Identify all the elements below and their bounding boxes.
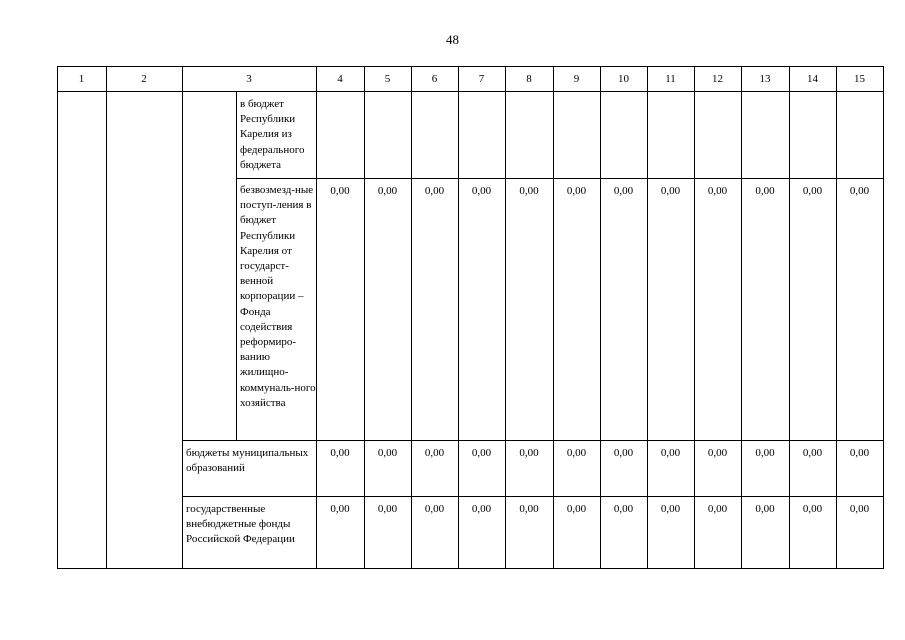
column-border (600, 66, 601, 569)
sub-column-border (236, 91, 237, 440)
value-cell: 0,00 (330, 447, 350, 459)
row-label: безвозмезд-ные поступ-ления в бюджет Республики Карелия от государст-венной корпорации – Фонда содействия реформиро-ванию жилищно-коммуналь-ного хозяйства (240, 184, 316, 409)
column-border (647, 66, 648, 569)
value-cell: 0,00 (849, 503, 870, 515)
row-label: в бюджет Республики Карелия из федерального бюджета (240, 98, 305, 171)
value-cell: 0,00 (660, 503, 681, 515)
row-divider (236, 178, 884, 179)
value-cell: 0,00 (802, 503, 823, 515)
value-cell: 0,00 (424, 447, 445, 459)
value-cell: 0,00 (471, 503, 492, 515)
value-cell: 0,00 (424, 503, 445, 515)
header-cell-12: 12 (712, 73, 723, 85)
value-cell: 0,00 (330, 185, 350, 197)
value-cell: 0,00 (566, 185, 587, 197)
value-cell: 0,00 (755, 503, 775, 515)
value-cell: 0,00 (424, 185, 445, 197)
value-cell: 0,00 (755, 447, 775, 459)
header-cell-15: 15 (854, 73, 865, 85)
value-cell: 0,00 (519, 185, 539, 197)
header-cell-13: 13 (759, 73, 771, 85)
value-cell: 0,00 (849, 447, 870, 459)
column-border (836, 66, 837, 569)
value-cell: 0,00 (707, 447, 728, 459)
value-cell: 0,00 (660, 185, 681, 197)
column-border (505, 66, 506, 569)
header-cell-6: 6 (431, 73, 438, 85)
value-cell: 0,00 (377, 447, 398, 459)
column-border (106, 66, 107, 569)
value-cell: 0,00 (519, 503, 539, 515)
value-cell: 0,00 (471, 185, 492, 197)
header-cell-11: 11 (665, 73, 676, 85)
value-cell: 0,00 (519, 447, 539, 459)
value-cell: 0,00 (566, 447, 587, 459)
row-label: бюджеты муниципальных образований (186, 447, 309, 475)
column-border (883, 66, 884, 569)
value-cell: 0,00 (566, 503, 587, 515)
value-cell: 0,00 (802, 185, 823, 197)
value-cell: 0,00 (755, 185, 775, 197)
column-border (458, 66, 459, 569)
row-divider (182, 496, 884, 497)
page-number: 48 (446, 32, 459, 47)
header-cell-2: 2 (141, 73, 147, 85)
value-cell: 0,00 (377, 503, 398, 515)
value-cell: 0,00 (707, 185, 728, 197)
value-cell: 0,00 (802, 447, 823, 459)
column-border (182, 66, 183, 569)
value-cell: 0,00 (660, 447, 681, 459)
header-cell-4: 4 (337, 73, 343, 85)
column-border (364, 66, 365, 569)
header-cell-1: 1 (78, 73, 85, 85)
header-cell-7: 7 (478, 73, 485, 85)
value-cell: 0,00 (849, 185, 870, 197)
column-border (741, 66, 742, 569)
value-cell: 0,00 (330, 503, 350, 515)
column-border (57, 66, 58, 569)
column-border (411, 66, 412, 569)
header-cell-8: 8 (526, 73, 532, 85)
value-cell: 0,00 (471, 447, 492, 459)
column-border (694, 66, 695, 569)
row-label: государственные внебюджетные фонды Российской Федерации (186, 503, 295, 546)
value-cell: 0,00 (707, 503, 728, 515)
row-divider (182, 440, 884, 441)
header-cell-5: 5 (384, 73, 391, 85)
column-border (553, 66, 554, 569)
value-cell: 0,00 (613, 185, 634, 197)
value-cell: 0,00 (613, 447, 634, 459)
header-cell-10: 10 (618, 73, 629, 85)
header-cell-14: 14 (807, 73, 818, 85)
header-cell-3: 3 (246, 73, 252, 85)
column-border (789, 66, 790, 569)
value-cell: 0,00 (613, 503, 634, 515)
header-cell-9: 9 (573, 73, 580, 85)
value-cell: 0,00 (377, 185, 398, 197)
